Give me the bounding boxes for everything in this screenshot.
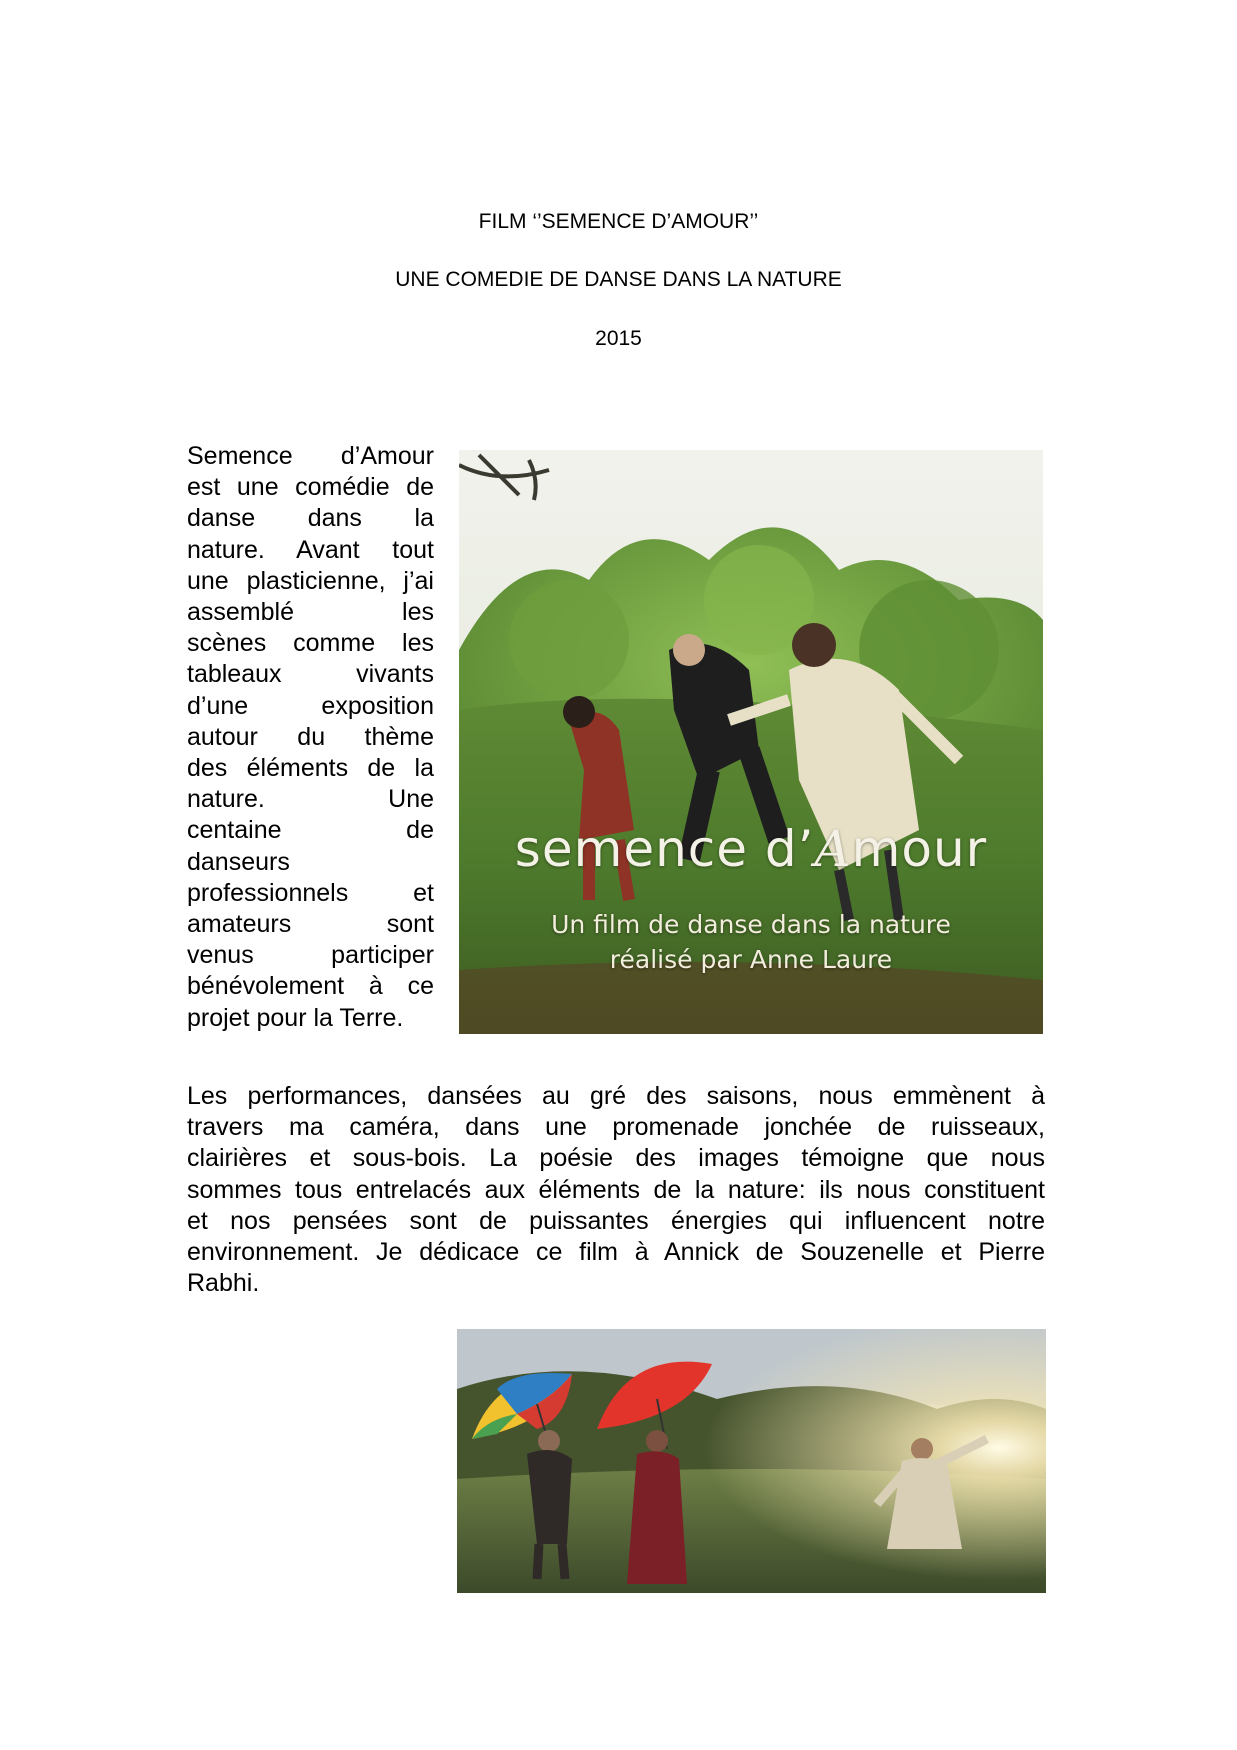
intro-line: danseurs: [187, 847, 290, 876]
poster-title-script-letter: A: [814, 820, 852, 878]
intro-line: projet pour la Terre.: [187, 1003, 404, 1032]
umbrella-scene-photo: [457, 1329, 1046, 1593]
body-line: et nos pensées sont de puissantes énergies qui influencent notre: [187, 1206, 1045, 1235]
body-line: clairières et sous-bois. La poésie des images témoigne que nous: [187, 1144, 1045, 1173]
photo-illustration: [457, 1329, 1046, 1593]
poster-title-text: semence d’: [514, 820, 815, 878]
intro-line: est une comédie de: [187, 473, 434, 502]
body-line: sommes tous entrelacés aux éléments de la nature: ils nous constituent: [187, 1175, 1045, 1204]
intro-line: professionnels et: [187, 878, 434, 907]
document-title: FILM ‘’SEMENCE D’AMOUR’’: [478, 210, 759, 233]
poster-subtitle-1: Un film de danse dans la nature: [551, 910, 951, 939]
document-year: 2015: [595, 327, 642, 350]
intro-paragraph: [187, 441, 434, 1034]
body-line: environnement. Je dédicace ce film à Annick de Souzenelle et Pierre: [187, 1238, 1045, 1267]
intro-line: nature. Une: [187, 785, 434, 814]
intro-line: amateurs sont: [187, 910, 434, 939]
body-line: travers ma caméra, dans une promenade jonchée de ruisseaux,: [187, 1113, 1045, 1142]
poster-title-text-end: mour: [851, 820, 988, 878]
intro-line: autour du thème: [187, 722, 434, 751]
body-line: Les performances, dansées au gré des saisons, nous emmènent à: [187, 1082, 1045, 1110]
intro-line: venus participer: [187, 941, 434, 970]
body-line: Rabhi.: [187, 1269, 260, 1298]
intro-line: bénévolement à ce: [187, 972, 434, 1001]
intro-line: danse dans la: [187, 504, 434, 533]
poster-title: [459, 820, 1043, 878]
intro-line: d’une exposition: [187, 691, 434, 720]
document-subtitle: UNE COMEDIE DE DANSE DANS LA NATURE: [395, 268, 842, 291]
intro-line: centaine de: [187, 816, 434, 845]
intro-line: scènes comme les: [187, 629, 434, 658]
intro-line: une plasticienne, j’ai: [187, 566, 434, 595]
intro-line: nature. Avant tout: [187, 535, 434, 564]
body-paragraph: [187, 1081, 1045, 1299]
intro-line: des éléments de la: [187, 754, 434, 783]
poster-subtitle-2: réalisé par Anne Laure: [609, 945, 893, 974]
intro-line: assemblé les: [187, 598, 434, 627]
intro-line: tableaux vivants: [187, 660, 434, 689]
film-poster-image: [459, 450, 1043, 1034]
intro-line: Semence d’Amour: [187, 442, 434, 470]
